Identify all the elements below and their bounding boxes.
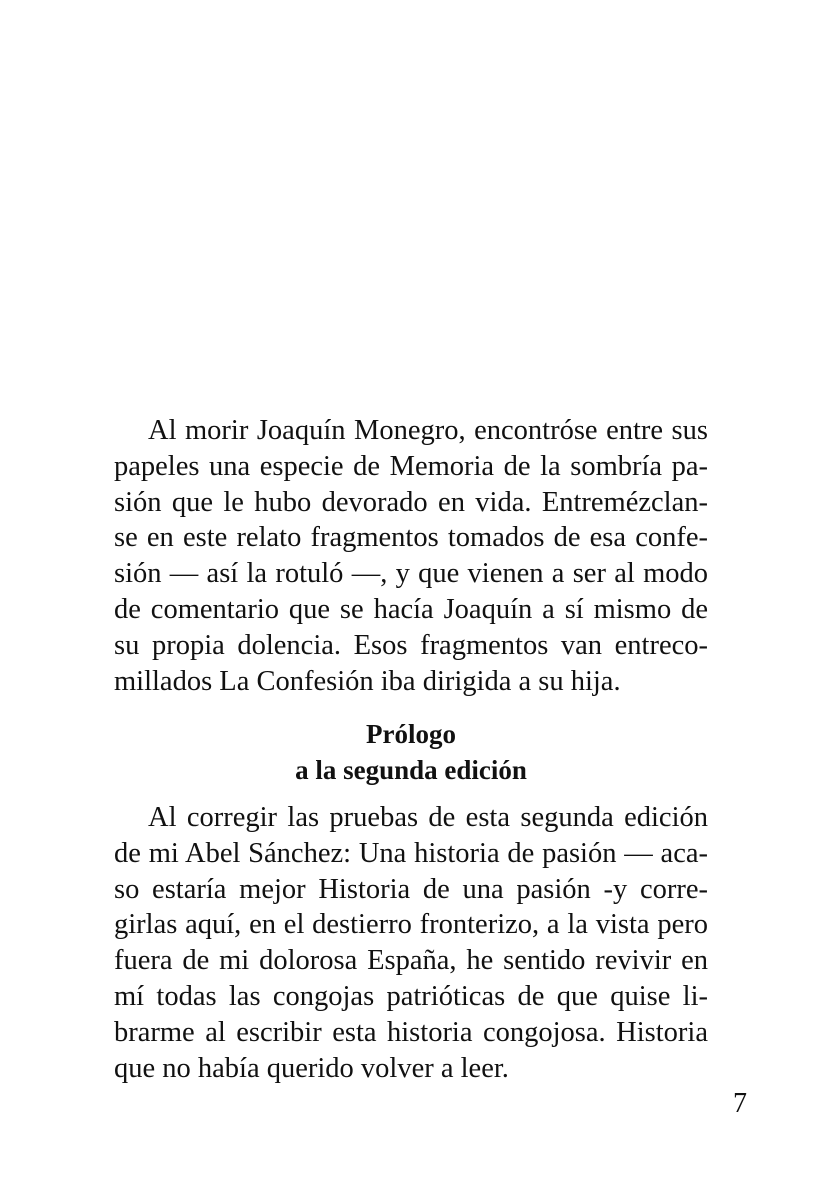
text-line: mí todas las congojas patrióticas de que quise li- [114, 980, 708, 1012]
text-line: su propia dolencia. Esos fragmentos van entreco- [114, 629, 708, 661]
text-line: sión que le hubo devorado en vida. Entremézclan- [114, 486, 708, 518]
text-line: se en este relato fragmentos tomados de esa confe- [114, 522, 708, 554]
heading-subtitle: a la segunda edición [295, 755, 527, 785]
text-line: millados La Confesión iba dirigida a su hija. [114, 665, 621, 697]
section-heading [114, 716, 708, 788]
text-line: brarme al escribir esta historia congojosa. Historia [114, 1016, 708, 1048]
intro-paragraph [114, 413, 708, 699]
heading-title: Prólogo [366, 719, 456, 749]
text-line: de mi Abel Sánchez: Una historia de pasión — aca- [114, 837, 708, 869]
page-number: 7 [733, 1088, 747, 1119]
text-line: papeles una especie de Memoria de la sombría pa- [114, 450, 708, 482]
prologue-paragraph [114, 800, 708, 1086]
text-line: sión — así la rotuló —, y que vienen a ser al modo [114, 558, 708, 590]
text-line: de comentario que se hacía Joaquín a sí mismo de [114, 593, 708, 625]
text-line: Al corregir las pruebas de esta segunda edición [148, 802, 708, 833]
text-line: fuera de mi dolorosa España, he sentido revivir en [114, 945, 708, 977]
text-line: que no había querido volver a leer. [114, 1052, 509, 1084]
text-line: girlas aquí, en el destierro fronterizo, a la vista pero [114, 909, 708, 941]
text-line: Al morir Joaquín Monegro, encontróse entre sus [148, 415, 708, 446]
text-line: so estaría mejor Historia de una pasión -y corre- [114, 873, 708, 905]
